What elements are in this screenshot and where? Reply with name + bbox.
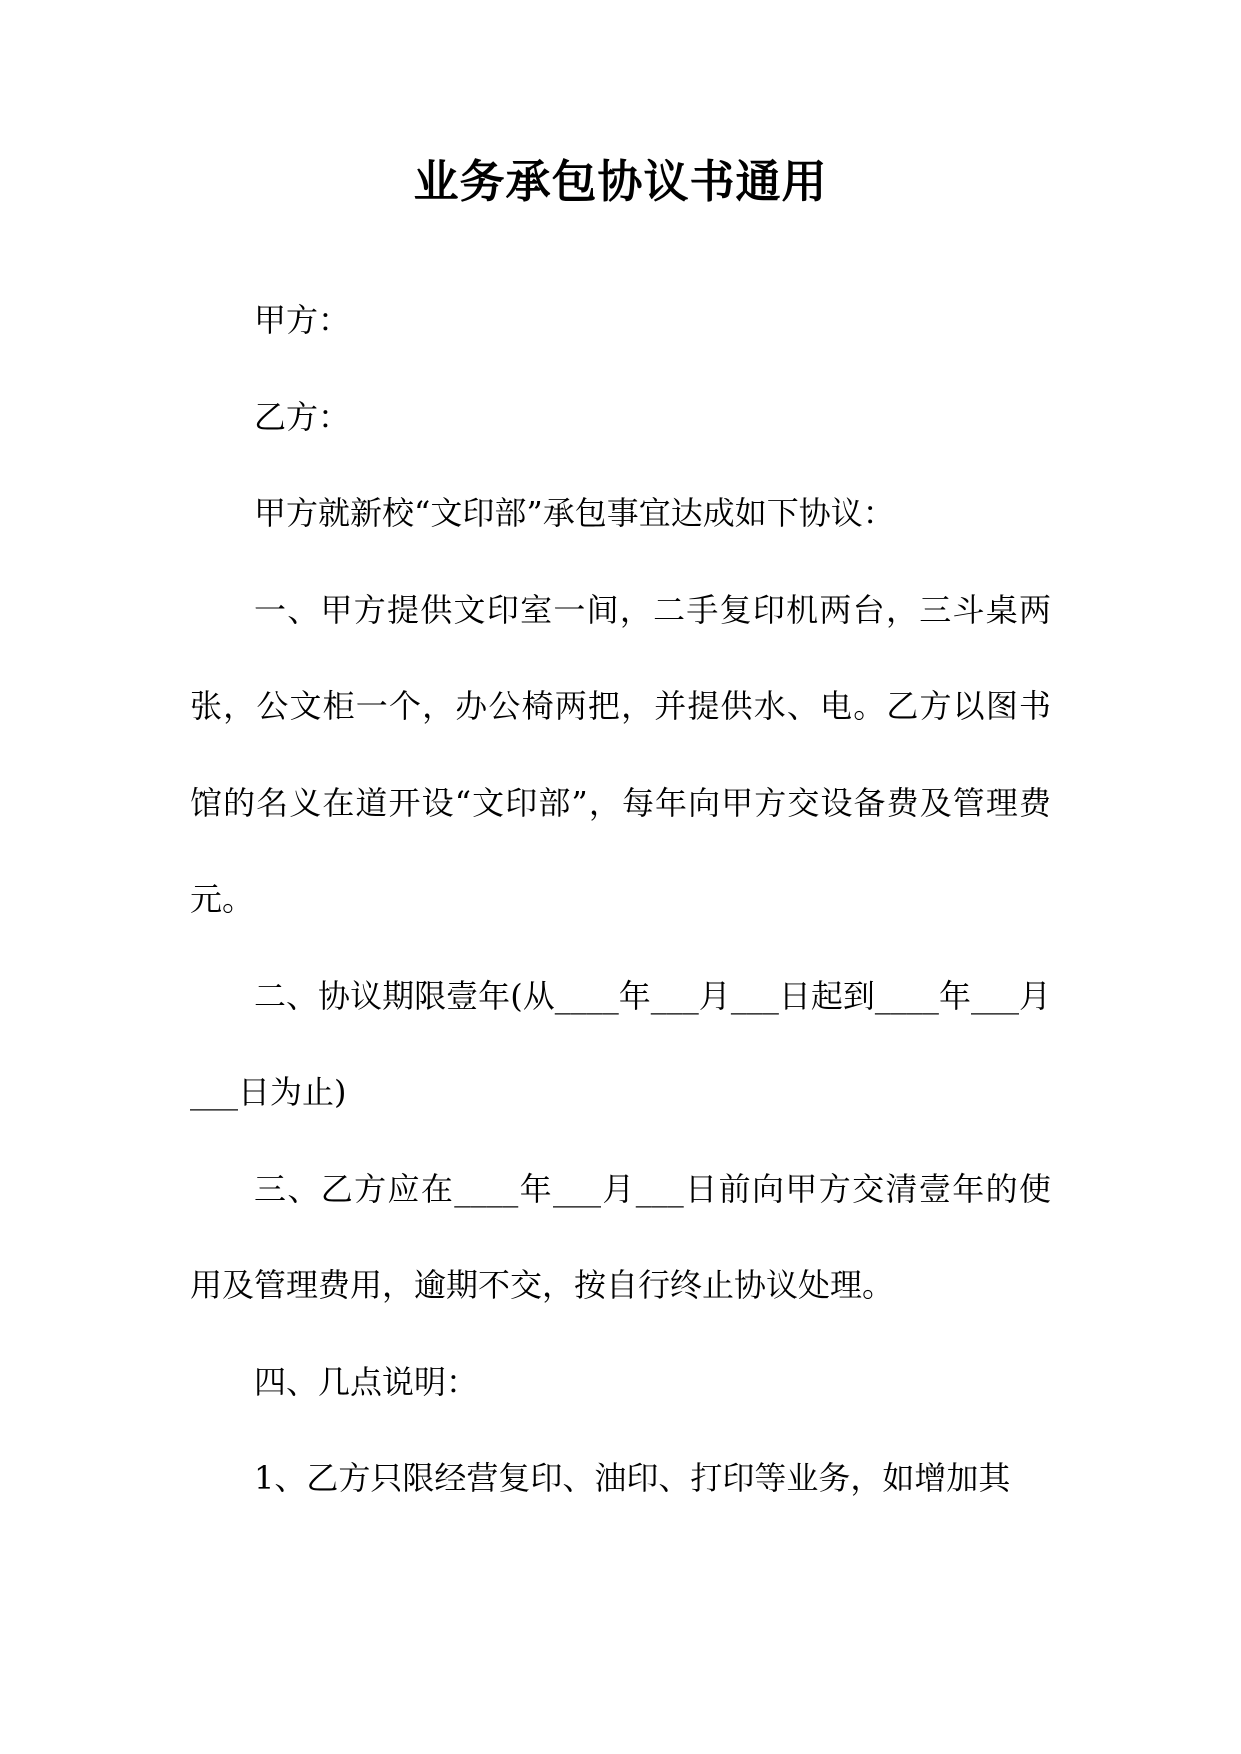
paragraph-clause-1: 一、甲方提供文印室一间，二手复印机两台，三斗桌两张，公文柜一个，办公椅两把，并提供水、电。乙方以图书馆的名义在道开设“文印部”，每年向甲方交设备费及管理费 元。 — [190, 590, 1062, 918]
paragraph-clause-4: 四、几点说明： — [254, 1362, 479, 1401]
paragraph-clause-2: 二、协议期限壹年(从____年___月___日起到____年___月___日为止) — [190, 976, 1051, 1111]
paragraph-clause-3: 三、乙方应在____年___月___日前向甲方交清壹年的使用及管理费用，逾期不交，按自行终止协议处理。 — [190, 1169, 1051, 1304]
paragraph-party-a: 甲方： — [254, 301, 351, 339]
document-body — [190, 272, 1062, 1527]
paragraph-intro: 甲方就新校“文印部”承包事宜达成如下协议： — [254, 494, 895, 532]
paragraph-party-b: 乙方： — [254, 397, 351, 436]
document-title: 业务承包协议书通用 — [413, 155, 828, 208]
paragraph-note-1: 1、乙方只限经营复印、油印、打印等业务，如增加其 — [254, 1459, 1011, 1497]
